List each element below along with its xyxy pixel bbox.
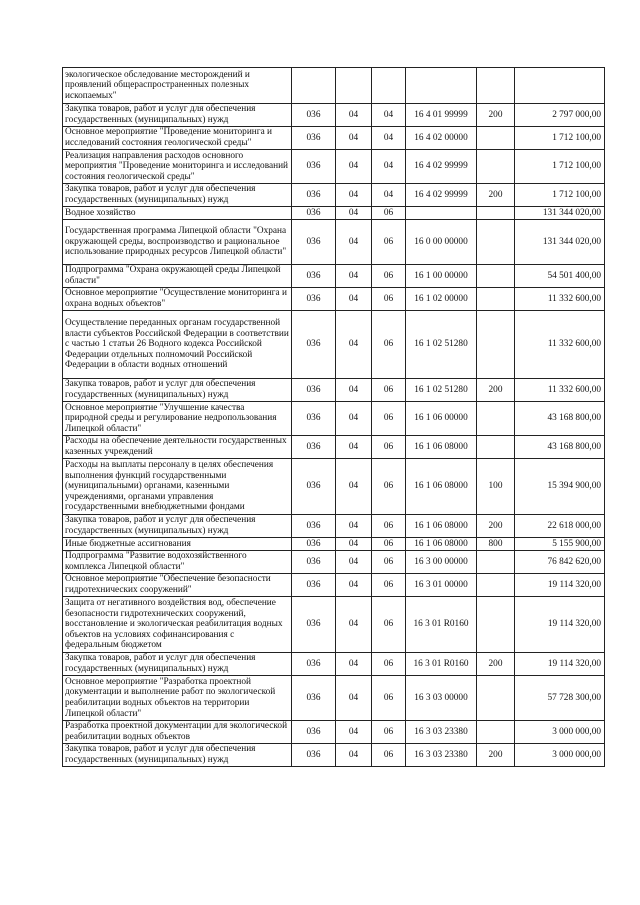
table-row (63, 676, 605, 721)
amount-cell: 15 394 900,00 (515, 459, 605, 515)
amount-cell: 1 712 100,00 (515, 184, 605, 207)
ministry-code-cell: 036 (292, 265, 336, 288)
ministry-code-cell: 036 (292, 551, 336, 574)
expense-name-cell: Закупка товаров, работ и услуг для обеспечения государственных (муниципальных) нужд (63, 744, 292, 767)
expense-type-cell (477, 676, 515, 721)
amount-cell: 54 501 400,00 (515, 265, 605, 288)
amount-cell: 11 332 600,00 (515, 288, 605, 311)
ministry-code-cell: 036 (292, 538, 336, 551)
table-row (63, 653, 605, 676)
subsection-code-cell: 06 (372, 574, 406, 597)
subsection-code-cell: 06 (372, 744, 406, 767)
section-code-cell: 04 (336, 653, 372, 676)
section-code-cell: 04 (336, 574, 372, 597)
expense-name-cell: Закупка товаров, работ и услуг для обеспечения государственных (муниципальных) нужд (63, 379, 292, 402)
expense-type-cell (477, 288, 515, 311)
subsection-code-cell: 06 (372, 311, 406, 379)
expense-name-cell: Основное мероприятие "Разработка проектной документации и выполнение работ по экологической реабилитации водных объектов на территории Липецкой области" (63, 676, 292, 721)
amount-cell: 1 712 100,00 (515, 150, 605, 184)
subsection-code-cell: 06 (372, 515, 406, 538)
expense-name-cell: Основное мероприятие "Осуществление мониторинга и охрана водных объектов" (63, 288, 292, 311)
section-code-cell: 04 (336, 265, 372, 288)
table-row (63, 402, 605, 436)
ministry-code-cell (292, 68, 336, 104)
expense-name-cell: Расходы на обеспечение деятельности государственных казенных учреждений (63, 436, 292, 459)
expense-name-cell: Закупка товаров, работ и услуг для обеспечения государственных (муниципальных) нужд (63, 104, 292, 127)
expense-name-cell: Подпрограмма "Охрана окружающей среды Липецкой области" (63, 265, 292, 288)
subsection-code-cell: 06 (372, 653, 406, 676)
section-code-cell (336, 68, 372, 104)
amount-cell: 76 842 620,00 (515, 551, 605, 574)
amount-cell: 22 618 000,00 (515, 515, 605, 538)
table-row (63, 515, 605, 538)
expense-name-cell: Основное мероприятие "Проведение мониторинга и исследований состояния геологической среды" (63, 127, 292, 150)
section-code-cell: 04 (336, 402, 372, 436)
target-article-cell: 16 1 02 00000 (406, 288, 477, 311)
table-row (63, 721, 605, 744)
ministry-code-cell: 036 (292, 574, 336, 597)
expense-name-cell: Осуществление переданных органам государственной власти субъектов Российской Федерации в соответствии с частью 1 статьи 26 Водного кодекса Российской Федерации отдельных полномочий Российской Федерации в области водных отношений (63, 311, 292, 379)
section-code-cell: 04 (336, 127, 372, 150)
target-article-cell: 16 1 06 08000 (406, 538, 477, 551)
expense-type-cell: 200 (477, 653, 515, 676)
expense-name-cell: Основное мероприятие "Обеспечение безопасности гидротехнических сооружений" (63, 574, 292, 597)
expense-name-cell: Водное хозяйство (63, 207, 292, 220)
target-article-cell: 16 1 06 08000 (406, 436, 477, 459)
section-code-cell: 04 (336, 220, 372, 265)
amount-cell: 11 332 600,00 (515, 379, 605, 402)
table-row (63, 574, 605, 597)
table-row (63, 744, 605, 767)
subsection-code-cell (372, 68, 406, 104)
table-row (63, 207, 605, 220)
subsection-code-cell: 06 (372, 436, 406, 459)
section-code-cell: 04 (336, 150, 372, 184)
table-row (63, 68, 605, 104)
target-article-cell: 16 1 02 51280 (406, 379, 477, 402)
subsection-code-cell: 06 (372, 379, 406, 402)
ministry-code-cell: 036 (292, 127, 336, 150)
ministry-code-cell: 036 (292, 220, 336, 265)
target-article-cell: 16 3 03 00000 (406, 676, 477, 721)
expense-type-cell: 200 (477, 515, 515, 538)
ministry-code-cell: 036 (292, 721, 336, 744)
ministry-code-cell: 036 (292, 311, 336, 379)
expense-type-cell (477, 597, 515, 653)
section-code-cell: 04 (336, 459, 372, 515)
target-article-cell: 16 1 06 00000 (406, 402, 477, 436)
table-row (63, 459, 605, 515)
expense-name-cell: Иные бюджетные ассигнования (63, 538, 292, 551)
amount-cell: 19 114 320,00 (515, 574, 605, 597)
expense-type-cell: 800 (477, 538, 515, 551)
target-article-cell: 16 4 01 99999 (406, 104, 477, 127)
subsection-code-cell: 04 (372, 150, 406, 184)
section-code-cell: 04 (336, 676, 372, 721)
amount-cell: 3 000 000,00 (515, 721, 605, 744)
ministry-code-cell: 036 (292, 459, 336, 515)
ministry-code-cell: 036 (292, 744, 336, 767)
ministry-code-cell: 036 (292, 184, 336, 207)
ministry-code-cell: 036 (292, 653, 336, 676)
subsection-code-cell: 04 (372, 104, 406, 127)
expense-name-cell: Расходы на выплаты персоналу в целях обеспечения выполнения функций государственными (муниципальными) органами, казенными учреждениями, органами управления государственными внебюджетными фондами (63, 459, 292, 515)
expense-type-cell (477, 574, 515, 597)
expense-type-cell: 200 (477, 379, 515, 402)
expense-name-cell: Государственная программа Липецкой области "Охрана окружающей среды, воспроизводство и рациональное использование природных ресурсов Липецкой области" (63, 220, 292, 265)
expense-type-cell: 100 (477, 459, 515, 515)
budget-table (62, 67, 605, 767)
section-code-cell: 04 (336, 288, 372, 311)
expense-name-cell: экологическое обследование месторождений и проявлений общераспространенных полезных ископаемых" (63, 68, 292, 104)
expense-type-cell (477, 220, 515, 265)
expense-type-cell: 200 (477, 184, 515, 207)
subsection-code-cell: 04 (372, 127, 406, 150)
amount-cell: 43 168 800,00 (515, 402, 605, 436)
expense-type-cell (477, 402, 515, 436)
target-article-cell: 16 4 02 99999 (406, 150, 477, 184)
table-row (63, 150, 605, 184)
amount-cell: 57 728 300,00 (515, 676, 605, 721)
amount-cell (515, 68, 605, 104)
expense-type-cell (477, 265, 515, 288)
ministry-code-cell: 036 (292, 104, 336, 127)
amount-cell: 19 114 320,00 (515, 653, 605, 676)
expense-type-cell (477, 127, 515, 150)
table-row (63, 220, 605, 265)
ministry-code-cell: 036 (292, 515, 336, 538)
expense-name-cell: Закупка товаров, работ и услуг для обеспечения государственных (муниципальных) нужд (63, 184, 292, 207)
table-row (63, 551, 605, 574)
ministry-code-cell: 036 (292, 597, 336, 653)
section-code-cell: 04 (336, 207, 372, 220)
ministry-code-cell: 036 (292, 676, 336, 721)
ministry-code-cell: 036 (292, 379, 336, 402)
amount-cell: 2 797 000,00 (515, 104, 605, 127)
table-row (63, 379, 605, 402)
ministry-code-cell: 036 (292, 402, 336, 436)
expense-name-cell: Защита от негативного воздействия вод, обеспечение безопасности гидротехнических сооружений, восстановление и экологическая реабилитация водных объектов на условиях софинансирования с федеральным бюджетом (63, 597, 292, 653)
amount-cell: 19 114 320,00 (515, 597, 605, 653)
table-row (63, 265, 605, 288)
table-row (63, 104, 605, 127)
subsection-code-cell: 06 (372, 721, 406, 744)
subsection-code-cell: 06 (372, 207, 406, 220)
subsection-code-cell: 06 (372, 402, 406, 436)
amount-cell: 43 168 800,00 (515, 436, 605, 459)
subsection-code-cell: 06 (372, 551, 406, 574)
amount-cell: 5 155 900,00 (515, 538, 605, 551)
target-article-cell: 16 1 06 08000 (406, 459, 477, 515)
expense-type-cell (477, 207, 515, 220)
target-article-cell (406, 68, 477, 104)
subsection-code-cell: 04 (372, 184, 406, 207)
section-code-cell: 04 (336, 436, 372, 459)
expense-name-cell: Реализация направления расходов основного мероприятия "Проведение мониторинга и исследований состояния геологической среды" (63, 150, 292, 184)
expense-type-cell (477, 150, 515, 184)
target-article-cell: 16 1 00 00000 (406, 265, 477, 288)
expense-type-cell (477, 721, 515, 744)
table-row (63, 538, 605, 551)
section-code-cell: 04 (336, 744, 372, 767)
amount-cell: 1 712 100,00 (515, 127, 605, 150)
section-code-cell: 04 (336, 551, 372, 574)
expense-name-cell: Закупка товаров, работ и услуг для обеспечения государственных (муниципальных) нужд (63, 653, 292, 676)
expense-name-cell: Основное мероприятие "Улучшение качества природной среды и регулирование недропользования Липецкой области" (63, 402, 292, 436)
expense-type-cell: 200 (477, 744, 515, 767)
subsection-code-cell: 06 (372, 538, 406, 551)
target-article-cell: 16 3 01 R0160 (406, 597, 477, 653)
subsection-code-cell: 06 (372, 288, 406, 311)
amount-cell: 131 344 020,00 (515, 220, 605, 265)
target-article-cell: 16 3 03 23380 (406, 744, 477, 767)
target-article-cell: 16 1 06 08000 (406, 515, 477, 538)
ministry-code-cell: 036 (292, 150, 336, 184)
expense-type-cell: 200 (477, 104, 515, 127)
subsection-code-cell: 06 (372, 597, 406, 653)
ministry-code-cell: 036 (292, 288, 336, 311)
section-code-cell: 04 (336, 184, 372, 207)
target-article-cell: 16 3 01 R0160 (406, 653, 477, 676)
table-row (63, 288, 605, 311)
target-article-cell: 16 3 03 23380 (406, 721, 477, 744)
expense-type-cell (477, 551, 515, 574)
table-row (63, 597, 605, 653)
table-row (63, 184, 605, 207)
target-article-cell (406, 207, 477, 220)
subsection-code-cell: 06 (372, 265, 406, 288)
section-code-cell: 04 (336, 311, 372, 379)
target-article-cell: 16 1 02 51280 (406, 311, 477, 379)
expense-type-cell (477, 436, 515, 459)
expense-name-cell: Разработка проектной документации для экологической реабилитации водных объектов (63, 721, 292, 744)
target-article-cell: 16 4 02 99999 (406, 184, 477, 207)
amount-cell: 131 344 020,00 (515, 207, 605, 220)
amount-cell: 11 332 600,00 (515, 311, 605, 379)
section-code-cell: 04 (336, 515, 372, 538)
subsection-code-cell: 06 (372, 676, 406, 721)
table-row (63, 127, 605, 150)
expense-name-cell: Закупка товаров, работ и услуг для обеспечения государственных (муниципальных) нужд (63, 515, 292, 538)
table-row (63, 311, 605, 379)
expense-name-cell: Подпрограмма "Развитие водохозяйственного комплекса Липецкой области" (63, 551, 292, 574)
expense-type-cell (477, 311, 515, 379)
section-code-cell: 04 (336, 597, 372, 653)
expense-type-cell (477, 68, 515, 104)
section-code-cell: 04 (336, 104, 372, 127)
table-row (63, 436, 605, 459)
ministry-code-cell: 036 (292, 207, 336, 220)
section-code-cell: 04 (336, 379, 372, 402)
subsection-code-cell: 06 (372, 459, 406, 515)
target-article-cell: 16 3 01 00000 (406, 574, 477, 597)
subsection-code-cell: 06 (372, 220, 406, 265)
target-article-cell: 16 3 00 00000 (406, 551, 477, 574)
target-article-cell: 16 0 00 00000 (406, 220, 477, 265)
ministry-code-cell: 036 (292, 436, 336, 459)
table-body (63, 68, 605, 767)
amount-cell: 3 000 000,00 (515, 744, 605, 767)
section-code-cell: 04 (336, 721, 372, 744)
section-code-cell: 04 (336, 538, 372, 551)
target-article-cell: 16 4 02 00000 (406, 127, 477, 150)
